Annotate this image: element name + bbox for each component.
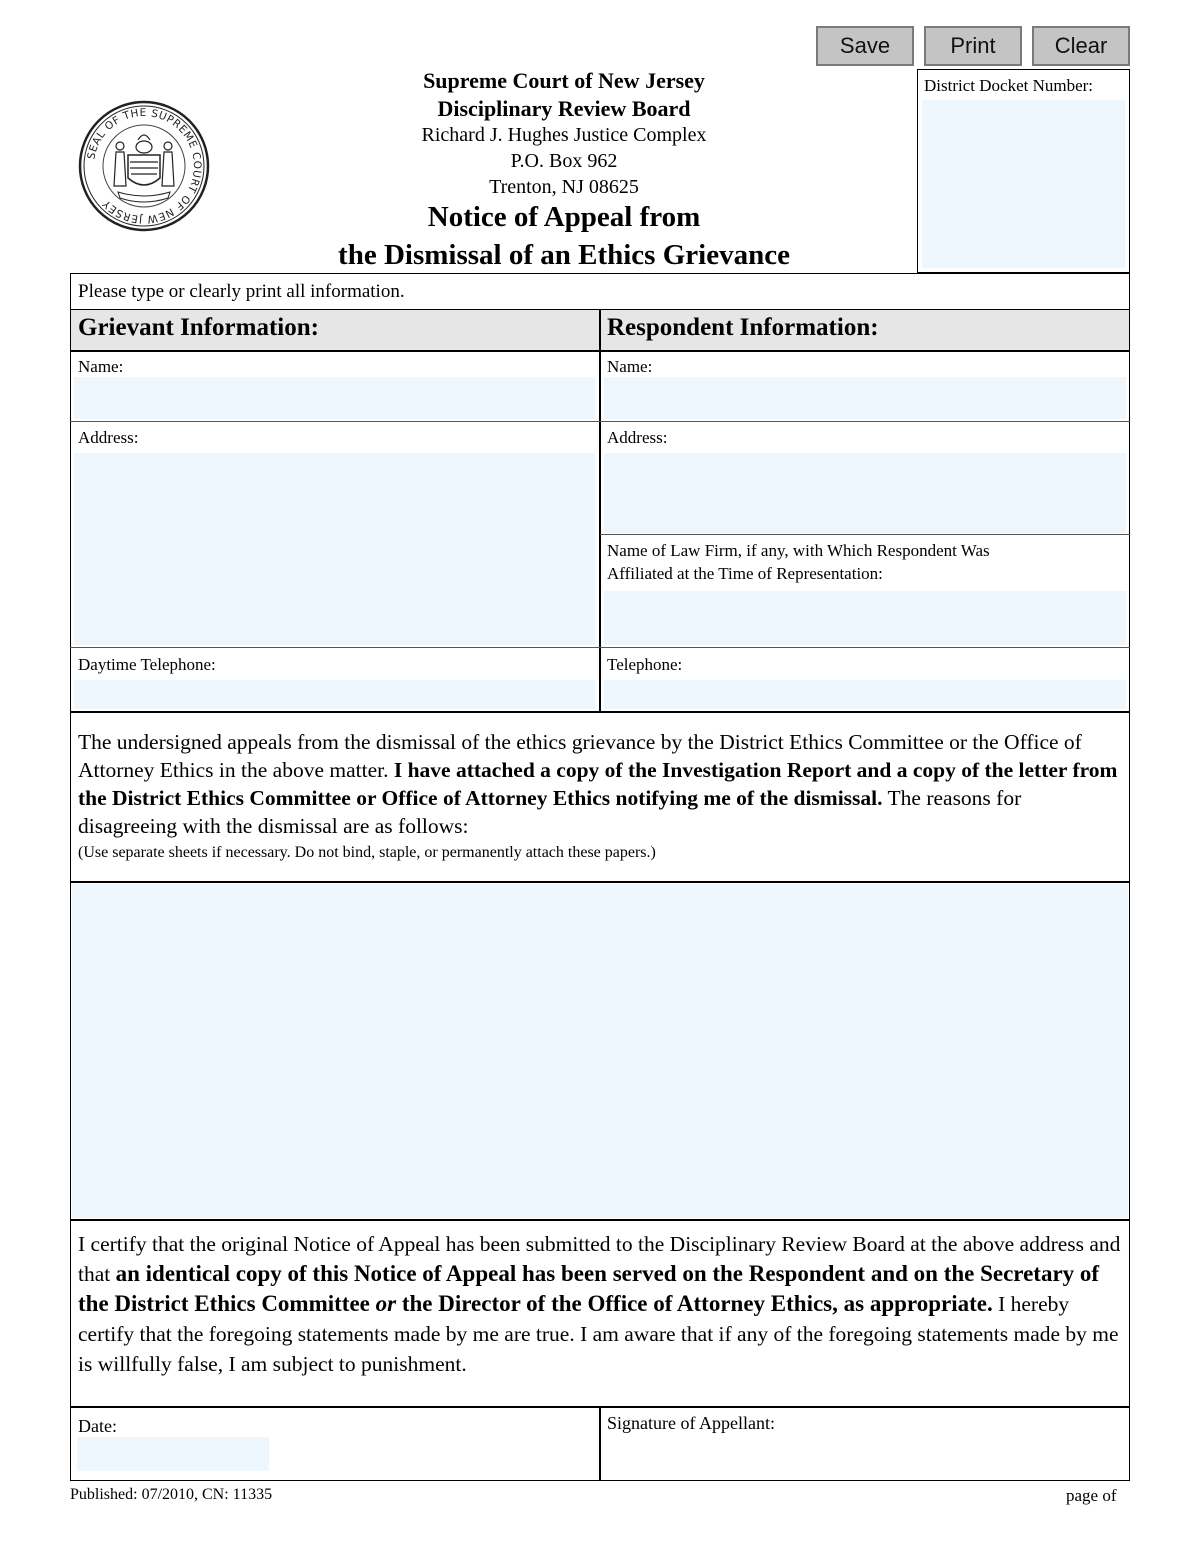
print-button[interactable]: Print (924, 26, 1022, 66)
respondent-phone-label: Telephone: (607, 655, 683, 674)
law-firm-label-line-2: Affiliated at the Time of Representation: (607, 564, 883, 583)
law-firm-label-line-1: Name of Law Firm, if any, with Which Respondent Was (607, 541, 990, 560)
respondent-heading: Respondent Information: (607, 314, 879, 341)
grievant-name-label: Name: (78, 357, 124, 376)
appeal-statement: The undersigned appeals from the dismissal of the ethics grievance by the District Ethics Committee or the Office of Attorney Ethics in the above matter. I have attached a copy of the Investigation Report and a copy of the letter from the District Ethics Committee or Office of Attorney Ethics notifying me of the dismissal. The reasons for disagreeing with the dismissal are as follows: (78, 730, 1118, 838)
appeal-note: (Use separate sheets if necessary. Do not bind, staple, or permanently attach these papers.) (78, 844, 656, 861)
respondent-name-field[interactable] (604, 377, 1126, 419)
docket-label: District Docket Number: (924, 76, 1094, 95)
court-seal-icon (78, 100, 210, 232)
address-line-2: P.O. Box 962 (510, 150, 618, 172)
respondent-address-label: Address: (607, 428, 668, 447)
published-info: Published: 07/2010, CN: 11335 (70, 1486, 273, 1503)
court-name: Supreme Court of New Jersey (423, 68, 705, 93)
law-firm-field[interactable] (604, 591, 1126, 645)
grievant-address-label: Address: (78, 428, 139, 447)
respondent-phone-field[interactable] (604, 680, 1126, 709)
page-number: page of (1066, 1486, 1117, 1505)
grievant-phone-field[interactable] (74, 680, 595, 709)
grievant-phone-label: Daytime Telephone: (78, 655, 216, 674)
docket-box (917, 69, 1130, 273)
grievant-name-field[interactable] (74, 377, 595, 419)
reasons-field[interactable] (72, 884, 1128, 1218)
grievant-address-field[interactable] (74, 453, 595, 645)
respondent-name-label: Name: (607, 357, 653, 376)
address-line-1: Richard J. Hughes Justice Complex (421, 124, 707, 146)
respondent-address-field[interactable] (604, 453, 1126, 533)
certification-statement: I certify that the original Notice of Appeal has been submitted to the Disciplinary Review Board at the above address and that an identical copy of this Notice of Appeal has been served on the Respondent and on the Secretary of the District Ethics Committee or the Director of the Office of Attorney Ethics, as appropriate. I hereby certify that the foregoing statements made by me are true. I am aware that if any of the foregoing statements made by me is willfully false, I am subject to punishment. (78, 1232, 1121, 1376)
address-line-3: Trenton, NJ 08625 (489, 176, 639, 198)
docket-number-field[interactable] (922, 100, 1125, 268)
board-name: Disciplinary Review Board (437, 96, 691, 121)
form-title-line-1: Notice of Appeal from (427, 201, 701, 233)
date-field[interactable] (77, 1437, 269, 1471)
grievant-heading: Grievant Information: (78, 314, 319, 341)
svg-text:SEAL OF THE SUPREME COURT OF N: SEAL OF THE SUPREME COURT OF NEW JERSEY (85, 106, 204, 226)
signature-label: Signature of Appellant: (607, 1413, 775, 1433)
clear-button[interactable]: Clear (1032, 26, 1130, 66)
instructions: Please type or clearly print all information. (78, 281, 405, 302)
form-title-line-2: the Dismissal of an Ethics Grievance (338, 239, 790, 271)
save-button[interactable]: Save (816, 26, 914, 66)
date-label: Date: (78, 1416, 117, 1436)
